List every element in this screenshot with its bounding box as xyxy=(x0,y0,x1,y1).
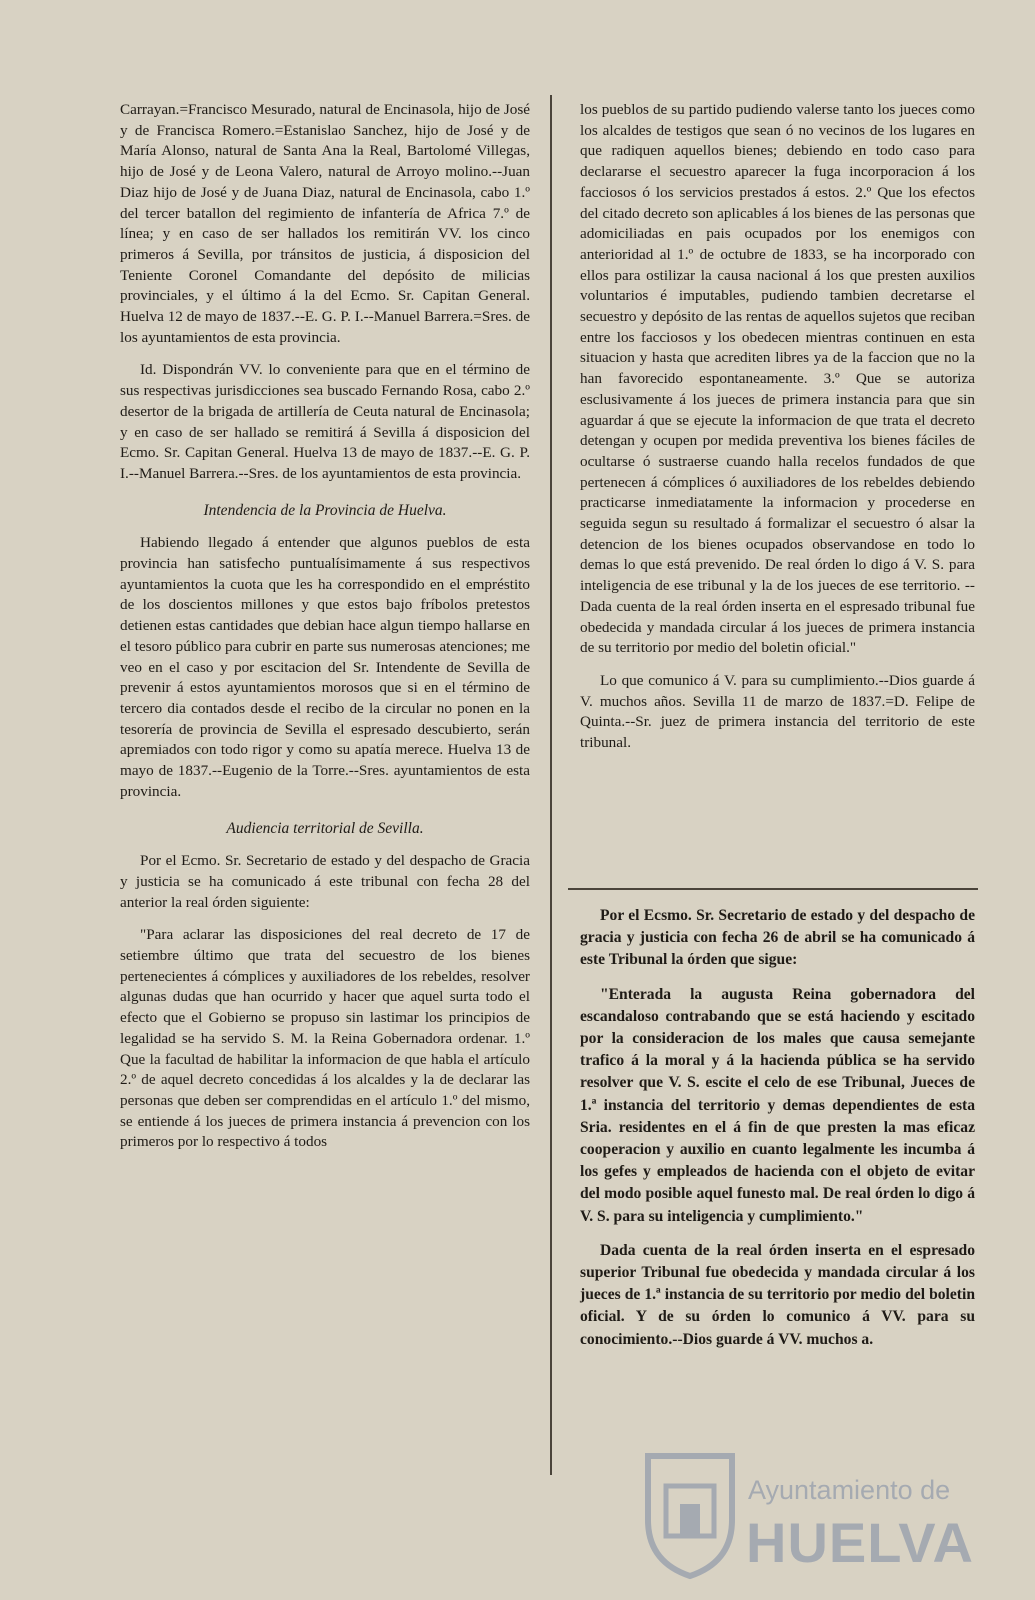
right-column-contrabando xyxy=(580,905,975,1363)
paragraph-contrabando-cuenta: Dada cuenta de la real órden inserta en el espresado superior Tribunal fue obedecida y mandada circular á los jueces de 1.ª instancia de su territorio por medio del boletin oficial. Y de su órden lo comunico á VV. para su conocimiento.--Dios guarde á VV. muchos a. xyxy=(580,1241,975,1348)
paragraph-real-orden-continued: los pueblos de su partido pudiendo valerse tanto los jueces como los alcaldes de testigos que sean ó no vecinos de los lugares en que radiquen aquellos bienes; debiendo en todo caso para declararse el secuestro aparecer la fuga incorporacion á los facciosos ó los servicios prestados á estos. 2.º Que los efectos del citado decreto son aplicables á los bienes de las personas que adomiciliadas en pais ocupados por los enemigos con anterioridad al 1.º de octubre de 1833, se ha incorporado con ellos para ostilizar la causa nacional á los que presten auxilios voluntarios é imputables, pudiendo tambien decretarse el secuestro y depósito de las rentas de aquellos sujetos que reciban entre los facciosos y los obedecen mientras continuen en esta situacion y hasta que acrediten libres ya de la faccion que no la han favorecido espontaneamente. 3.º Que se autoriza esclusivamente á los jueces de primera instancia para que sin aguardar á que se ejecute la informacion de que trata el decreto detengan y ocupen por medida preventiva los bienes fáciles de ocultarse ó sustraerse cuando halla recelos fundados de que pertenecen á cómplices ó auxiliadores de los rebeldes debiendo practicarse inmediatamente la informacion y procederse en seguida segun su resultado á formalizar el secuestro ó alsar la detencion de los bienes ocupados observandose en todo lo demas lo que está prevenido. De real órden lo digo á V. S. para inteligencia de ese tribunal y la de los jueces de ese territorio. --Dada cuenta de la real órden inserta en el espresado tribunal fue obedecida y mandada circular á los jueces de primera instancia de su territorio por medio del boletin oficial." xyxy=(580,101,975,657)
paragraph-fernando-rosa: Id. Dispondrán VV. lo conveniente para que en el término de sus respectivas jurisdicciones sea buscado Fernando Rosa, cabo 2.º desertor de la brigada de artillería de Ceuta natural de Encinasola; y en caso de ser hallado se remitirá á Sevilla á disposicion del Ecmo. Sr. Capitan General. Huelva 13 de mayo de 1837.--E. G. P. I.--Manuel Barrera.--Sres. de los ayuntamientos de esta provincia. xyxy=(120,361,530,482)
paragraph-desertores: Carrayan.=Francisco Mesurado, natural de Encinasola, hijo de José y de Francisca Romero.=Estanislao Sanchez, hijo de José y de María Alonso, natural de Santa Ana la Real, Bartolomé Villegas, hijo de José y de Leona Valero, natural de Arroyo molino.--Juan Diaz hijo de José y de Juana Diaz, natural de Encinasola, cabo 1.º del tercer batallon del regimiento de infantería de Africa 7.º de línea; y en caso de ser hallados los remitirán VV. los cinco primeros á Sevilla, por tránsitos de justicia, á disposicion del Teniente Coronel Comandante del depósito de milicias provinciales, y el último á la del Ecmo. Sr. Capitan General. Huelva 12 de mayo de 1837.--E. G. P. I.--Manuel Barrera.=Sres. de los ayuntamientos de esta provincia. xyxy=(120,101,530,346)
paragraph-comunico: Lo que comunico á V. para su cumplimiento.--Dios guarde á V. muchos años. Sevilla 11 de marzo de 1837.=D. Felipe de Quinta.--Sr. juez de primera instancia del territorio de este tribunal. xyxy=(580,671,975,752)
paragraph-emprestito: Habiendo llegado á entender que algunos pueblos de esta provincia han satisfecho puntualísimamente á sus respectivos ayuntamientos la cuota que les ha correspondido en el empréstito de los doscientos millones y que estos bajo fríbolos pretestos detienen estas cantidades que debian hace algun tiempo hallarse en el tesoro público para cubrir en parte sus numerosas atenciones; me veo en el caso y por escitacion del Sr. Intendente de Sevilla de prevenir á estos ayuntamientos morosos que si en el término de tercero dia contados desde el recibo de la circular no ponen en la tesorería de provincia de Sevilla el espresado descubierto, serán apremiados con todo rigor y como su apatía merece. Huelva 13 de mayo de 1837.--Eugenio de la Torre.--Sres. ayuntamientos de esta provincia. xyxy=(120,534,530,800)
heading-intendencia: Intendencia de la Provincia de Huelva. xyxy=(203,501,447,519)
shield-icon xyxy=(640,1450,740,1580)
paragraph-contrabando-orden: "Enterada la augusta Reina gobernadora del escandaloso contrabando que se está haciendo y escitado por la consideracion de los males que causa semejante trafico á la moral y á la hacienda pública se ha servido resolver que V. S. escite el celo de ese Tribunal, Jueces de 1.ª instancia del territorio y demas dependientes de esta Sria. residentes en el á fin de que presten la mas eficaz cooperacion y auxilio en cuanto legalmente les incumba á los gefes y empleados de hacienda con el objeto de evitar del modo posible aquel funesto mal. De real órden lo digo á V. S. para su inteligencia y cumplimiento." xyxy=(580,985,975,1225)
paragraph-real-orden-text: "Para aclarar las disposiciones del real decreto de 17 de setiembre último que trata del secuestro de los bienes pertenecientes á cómplices y auxiliadores de los rebeldes, resolver algunas dudas que han ocurrido y hacer que aquel surta todo el efecto que el Gobierno se propuso sin lastimar los principios de legalidad se ha servido S. M. la Reina Gobernadora ordenar. 1.º Que la facultad de habilitar la informacion de que habla el artículo 2.º de aquel decreto concedidas á los alcaldes y la de declarar las personas que deben ser comprendidas en el artículo 1.º del mismo, se entiende á los jueces de primera instancia á prevencion con los primeros por lo respectivo á todos xyxy=(120,926,530,1151)
ayuntamiento-watermark xyxy=(640,1450,974,1590)
watermark-line2: HUELVA xyxy=(746,1511,974,1574)
left-column xyxy=(120,100,530,1165)
paragraph-contrabando-intro: Por el Ecsmo. Sr. Secretario de estado y del despacho de gracia y justicia con fecha 26 de abril se ha comunicado á este Tribunal la órden que sigue: xyxy=(580,907,975,969)
column-divider xyxy=(550,95,552,1475)
watermark-line1: Ayuntamiento de xyxy=(748,1475,951,1505)
paragraph-real-orden-intro: Por el Ecmo. Sr. Secretario de estado y del despacho de Gracia y justicia se ha comunicado á este tribunal con fecha 28 del anterior la real órden siguiente: xyxy=(120,852,530,911)
section-rule xyxy=(568,888,978,890)
heading-audiencia: Audiencia territorial de Sevilla. xyxy=(226,819,424,837)
right-column xyxy=(580,100,975,766)
